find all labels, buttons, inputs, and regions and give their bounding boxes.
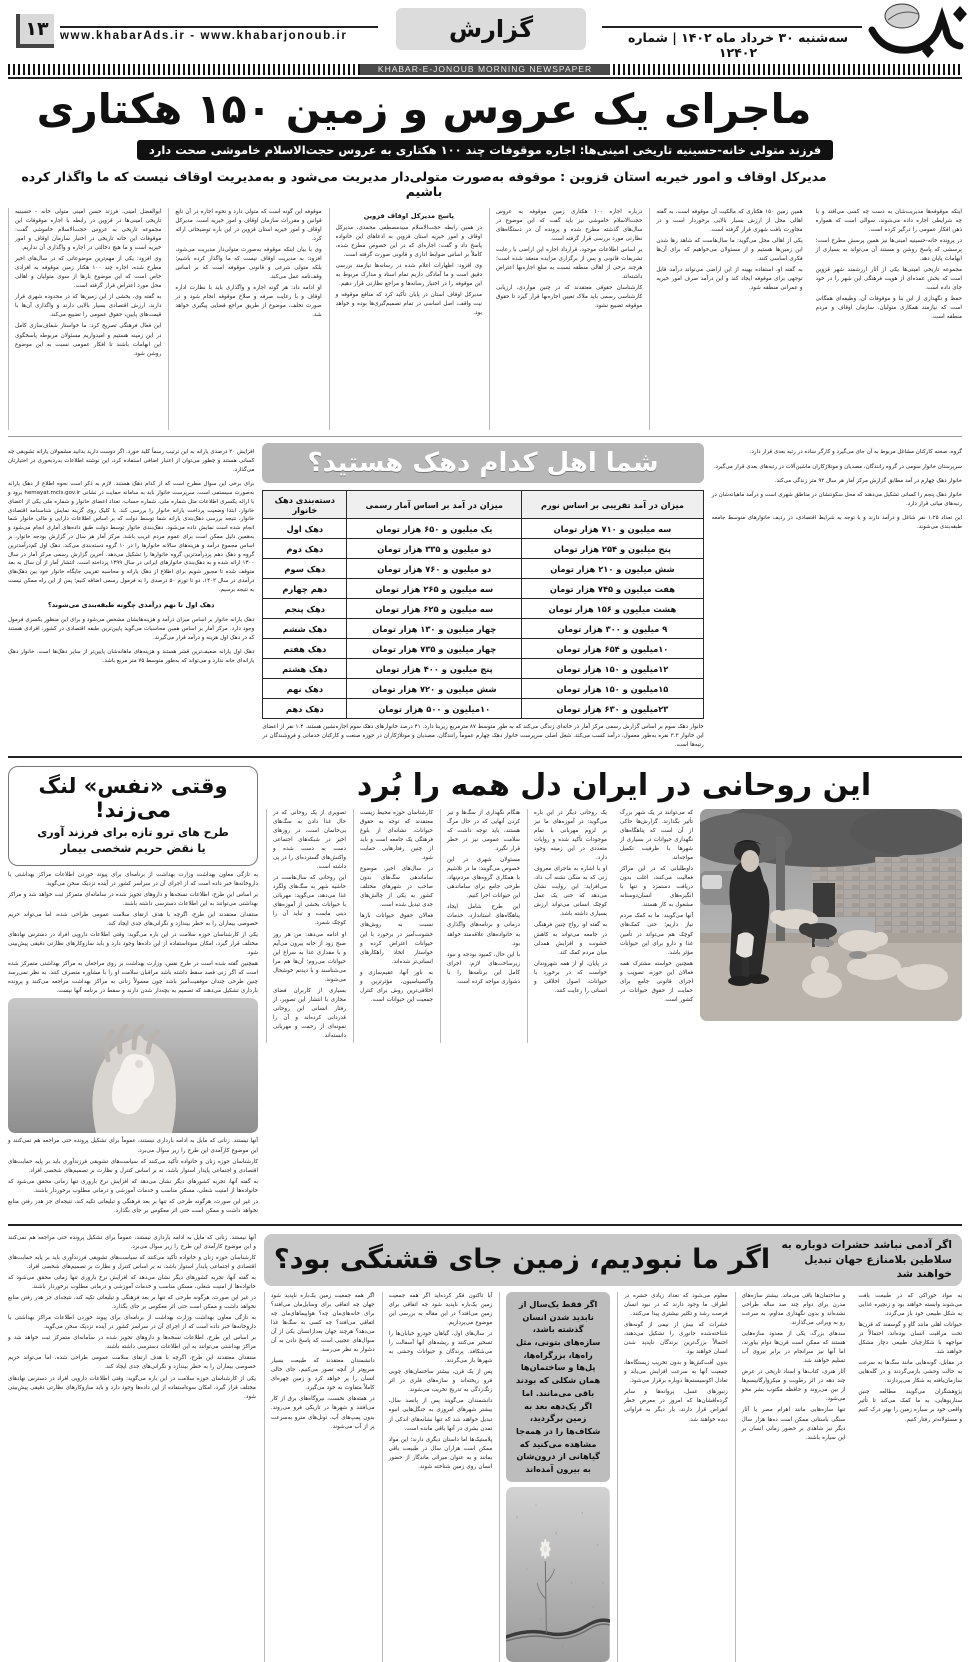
paragraph: در پرونده خانه-حسینیه امینی‌ها نیز همین پرسش مطرح است؛ پرسشی که پاسخ روشن و مستند آن می‌تواند به بسیاری از ابهامات پایان دهد.	[815, 238, 962, 263]
paragraph: سدهای بزرگ، یکی از معدود سازه‌هایی هستند که ممکن است قرن‌ها دوام بیاورند، اما آنها نیز سرانجام در برابر نیروی آب تسلیم خواهند شد.	[741, 1331, 846, 1365]
health-story-title: وقتی «نفس» لنگ می‌زند!	[38, 773, 228, 823]
cell-income-norm: شش میلیون و ۲۱۰ هزار تومان	[522, 559, 704, 579]
paragraph: بدون آفت‌کش‌ها و بدون تخریب زیستگاه‌ها، جمعیت آنها به سرعت افزایش می‌یابد و تعادل اکوسیستم‌ها دوباره برقرار می‌شود.	[623, 1360, 728, 1385]
paragraph: به گفته وی، بخشی از این زمین‌ها که در محدوده شهری قرار دارند، ارزش اقتصادی بسیار بالایی دارند و واگذاری آن‌ها با قیمت‌های پایین، حقوق عمومی را تضییع می‌کند.	[15, 294, 162, 319]
cell-income-norm: ۹ میلیون و ۳۰۰ هزار تومان	[522, 619, 704, 639]
lead-kicker: فرزند متولی خانه-حسینیه تاریخی امینی‌ها: اجاره موقوفات چند ۱۰۰ هکتاری به عروس حجت‌الاسلام خاموشی صحت دارد	[137, 140, 833, 160]
article-column	[489, 208, 642, 430]
paragraph: در سال‌های اول، گیاهان خودرو خیابان‌ها را تسخیر می‌کنند و ریشه‌های آنها آسفالت را می‌شکافد. پرندگان و حیوانات وحشی به شهرها باز می‌گردند.	[388, 1331, 493, 1365]
cell-income-official: دو میلیون و ۷۶۰ هزار تومان	[347, 559, 522, 579]
paragraph: با این حال، کمبود بودجه و نبود زیرساخت‌های لازم، اجرای کامل این برنامه‌ها را با دشواری مواجه کرده است.	[447, 951, 520, 985]
cell-decile-label: دهک اول	[263, 519, 347, 539]
paragraph: زنبورهای عسل، پروانه‌ها و سایر گرده‌افشان‌ها که امروز در معرض خطر انقراض قرار دارند، بار دیگر به فراوانی دیده خواهند شد.	[623, 1389, 728, 1423]
paragraph: و ساختمان‌ها باقی می‌ماند. بیشتر سازه‌های مدرن برای دوام چند صد ساله طراحی نشده‌اند و بدون نگهداری مداوم، به سرعت رو به ویرانی می‌گذارند.	[741, 1292, 846, 1327]
cell-income-norm: ۱۵میلیون و ۱۵۰ هزار تومان	[522, 679, 704, 699]
cell-income-norm: ۱۰میلیون و ۶۵۴ هزار تومان	[522, 639, 704, 659]
masthead	[8, 0, 962, 62]
article-column	[649, 208, 802, 430]
paragraph: به تازگی معاون بهداشت وزارت بهداشت از برنامه‌ای برای پیوند خوردن اطلاعات مراکز بهداشتی با داروخانه‌ها خبر داده است که از اجرای آن در سراسر کشور در آینده نزدیک سخن می‌گوید.	[8, 1315, 256, 1331]
paragraph: یکی از اهالی محل می‌گوید: ما سال‌هاست که شاهد رها شدن این زمین‌ها هستیم و از مسئولان می‌خواهیم که برای آن‌ها فکری اساسی کنند.	[656, 238, 803, 263]
paragraph: دانشمندان می‌گویند پس از پانصد سال، بیشتر شهرهای امروزی به جنگل‌هایی انبوه تبدیل خواهند شد که تنها نشانه‌های اندکی از تمدن بشری در آنها باقی مانده است.	[388, 1398, 493, 1432]
flower-in-asphalt-image	[506, 1487, 610, 1662]
paragraph: کارشناسان حقوقی معتقدند که در چنین مواردی، ارزیابی کارشناسی رسمی باید ملاک تعیین اجاره‌بها قرار گیرد تا حقوق موقوفه تضییع نشود.	[495, 285, 643, 310]
cell-decile-label: دهک ششم	[263, 619, 347, 639]
article-column	[614, 809, 693, 1043]
decile-table-footnote: خانوار دهک سوم بر اساس گزارش رسمی مرکز آمار در خانه‌ای زندگی می‌کند که به طور متوسط ۸۷ مترمربع زیربنا دارد. ۴۱ درصد خانوارهای دهک سوم اجاره‌نشین هستند. ۱.۴ نفر از اعضای این خانوار ۳.۳ نفره به‌طور معمول، درآمد کسب می‌کند. شغل اصلی سرپرست خانوار دهک چهارم عموماً رانندگان، مصدیان و موتلاژکاران در حوزه صنعت و کارکنان خدماتی و فروشندگان در رتبه‌ها است.	[262, 724, 704, 748]
article-column	[735, 1292, 846, 1662]
cell-income-official: سه میلیون و ۶۲۵ هزار تومان	[347, 599, 522, 619]
paragraph: او ادامه داد: هر گونه اجاره و واگذاری باید با نظارت اداره اوقاف و با رعایت صرفه و صلاح موقوفه انجام شود و در صورت تخلف، موضوع از طریق مراجع قضایی پیگیری خواهد شد.	[175, 285, 322, 319]
article-column	[527, 809, 607, 1043]
article-column	[266, 809, 346, 1043]
paragraph: وی افزود: یکی از مهم‌ترین موضوعاتی که در سال‌های اخیر مطرح شده، اجاره چند ۱۰۰ هکتار زمین موقوفه به افرادی خاص است که این موضوع بارها از سوی متولیان و اهالی محل مورد اعتراض قرار گرفته است.	[15, 256, 162, 290]
paragraph: دانشمندان معتقدند که طبیعت بسیار سریع‌تر از آنچه تصور می‌کنیم، جای خالی انسان را پر خواهد کرد و زمین چهره‌ای کاملاً متفاوت به خود می‌گیرد.	[270, 1358, 375, 1392]
paragraph: در مقابل، گونه‌هایی مانند سگ‌ها به سرعت به حالت وحشی بازمی‌گردند و در گله‌هایی سازمان‌یافته به شکار می‌پردازند.	[858, 1360, 963, 1385]
section-tag: گزارش	[396, 8, 586, 50]
cell-income-norm: سه میلیون و ۷۱۰ هزار تومان	[522, 519, 704, 539]
table-row	[263, 659, 703, 679]
earth-story-pullquote: اگر فقط یک‌سال از نابدید شدن انسان گذشته باشد، سازه‌های بتونی، مثل راه‌ها، بزرگراه‌ها، پل‌ها و ساختمان‌ها همان شکلی که بودند باقی می‌مانند. اما اگر یک‌دهه بعد به زمین برگردید، شکاف‌ها را در همه‌جا مشاهده می‌کنید که گیاهانی از درون‌شان به بیرون آمده‌اند	[506, 1292, 610, 1482]
paragraph: یک روحانی دیگر در این باره می‌گوید: در آموزه‌های ما نیز بر لزوم مهربانی با تمام موجودات تأکید شده و روایات متعددی در این زمینه وجود دارد.	[534, 809, 607, 862]
paragraph: که می‌توانند در یک شهر بزرگ تأثیر بگذارند. گزارش‌ها حاکی از آن است که پناهگاه‌های نگهداری حیوانات در بسیاری از شهرها با ظرفیت تکمیل مواجه‌اند.	[620, 809, 693, 862]
paragraph: حیوانات اهلی مانند گاو و گوسفند که قرن‌ها تحت مراقبت انسان بوده‌اند، احتمالاً در مواجهه با شکارچیان طبیعی دچار مشکل خواهند شد.	[858, 1322, 963, 1356]
paragraph-text: برای برخی این سوال مطرح است که از کدام دهک هستند. لازم به ذکر است نحوه اطلاع از دهک یارانه به‌صورت سیستمی است. سرپرست خانوار باید به سامانه حمایت در نشانی hemayat.mcls.gov.ir برود و با ارائه یکسری اطلاعات مثل شماره ملی، شماره حساب، تعداد اعضای خانوار و شماره ملی یکی از اعضای خانوار، ابتدا وضعیت پرداخت یارانه خانوار را بررسی کند. با کلیک روی گزینه نمایش شناسنامه اقتصادی خانوار، نتیجه بررسی دهک‌بندی یارانه شما توسط دولت که بر اساس اطلاعات دارایی و مالی خانوار شما انجام شده است نمایش داده می‌شود. دهک‌بندی خانوار توسط دولت طبق داده‌های آماری انجام می‌شود و به‌همین دلیل ممکن است برای عموم مردم غریب باشد. مرکز آمار هر سال در گزارش بودجه خانوار، بر اساس مجموع درآمد و هزینه‌های سالانه خانوارها را در ۱۰ گروه دسته‌بندی می‌کند. دهک اول کم‌درآمدترین گروه و دهک دهم پردرآمدترین گروه خانوارها را تشکیل می‌دهد. آخرین گزارش رسمی مرکز آمار در سال ۱۳۰۰ ارائه شده و به دهک‌بندی خانوارهای ایرانی در سال ۱۳۹۹ پرداخته است. انتشار آمار از آن سال به بعد متوقف شده تا مجبور شویم برای اطلاع از دهک یارانه و محاسبه تقریبی جایگاه خانوار خود بین دهک‌های درآمدی در سال ۱۴۰۲، دو تا تورم ۵۰ درصدی را به فرمول رسمی اضافه کنیم؛ پس از این راه ممکن نیست به نتیجه برسیم.	[8, 481, 255, 593]
paragraph: بر اساس این طرح، اطلاعات نسخه‌ها و داروهای تجویز شده در سامانه‌ای متمرکز ثبت خواهد شد و مراکز بهداشتی می‌توانند به این اطلاعات دسترسی داشته باشند.	[8, 891, 258, 908]
cell-income-official: چهار میلیون و ۱۳۰ هزار تومان	[347, 619, 522, 639]
earth-story-columns	[264, 1292, 962, 1662]
english-strip-label: KHABAR-E-JONOUB MORNING NEWSPAPER	[360, 64, 610, 75]
paragraph: کارشناسان حوزه محیط زیست معتقدند که توجه به حقوق حیوانات، نشانه‌ای از بلوغ فرهنگی یک جامعه است و باید از چنین رفتارهایی حمایت شود.	[360, 809, 433, 862]
masthead-bottom-rule	[8, 77, 962, 79]
cell-decile-label: دهم چهارم	[263, 579, 347, 599]
paragraph: در پایان، او از همه شهروندان خواست که در برخورد با حیوانات، اصول اخلاقی و انسانی را رعایت کنند.	[534, 960, 607, 994]
paragraph: یکی از کارشناسان حوزه سلامت در این باره می‌گوید: وقتی اطلاعات دارویی افراد در دسترس نهادهای مختلف قرار گیرد، امکان سوءاستفاده از این داده‌ها وجود دارد و باید سازوکارهای نظارتی دقیقی پیش‌بینی شود.	[8, 1375, 256, 1400]
paragraph: افزایش ۲۰ درصدی یارانه به این ترتیب رسماً کلید خورد. اگر دوست دارید بدانید مشمولان یارانه تشویقی چه کسانی هستند و چطور می‌توان از اعتبار اضافی استفاده کرد، این نوشته اطلاعات بدردبخوری در اختیارتان می‌گذارد.	[8, 449, 255, 473]
page-number: ۱۳	[16, 14, 54, 48]
health-story-header	[8, 766, 258, 866]
lead-story-columns	[8, 208, 962, 430]
paragraph: پس از یک قرن، بیشتر ساختمان‌های چوبی فرو ریخته‌اند و سازه‌های فلزی در اثر زنگ‌زدگی به تدریج تخریب می‌شوند.	[388, 1369, 493, 1394]
paragraph: منتقدان معتقدند این طرح، اگرچه با هدف ارتقای سلامت عمومی طراحی شده، اما می‌تواند حریم خصوصی بیماران را به خطر بیندازد و نگرانی‌های جدی ایجاد کند.	[8, 912, 258, 928]
decile-table	[262, 490, 703, 719]
cell-income-norm: ۱۲میلیون و ۱۵۰ هزار تومان	[522, 659, 704, 679]
article-column	[353, 809, 433, 1043]
paragraph: دهک یارانه خانوار بر اساس میزان درآمد و هزینه‌هایشان مشخص می‌شود و برای این منظور یکسری فرمول وجود دارد. مرکز آمار بر اساس همین محاسبات می‌گوید پایین‌ترین طبقه اقتصادی در کشور، افرادی هستند که در دهک اول هزینه و درآمد قرار می‌گیرند.	[8, 617, 255, 641]
paragraph: بر اساس اطلاعات موجود، قرارداد اجاره این اراضی با رعایت تشریفات قانونی و پس از برگزاری مزایده منعقد شده است؛ هرچند برخی از اهالی منطقه نسبت به مبلغ اجاره‌بها اعتراض داشته‌اند.	[495, 247, 643, 281]
paragraph: آیا تاکنون فکر کرده‌اید اگر همه جمعیت زمین یک‌باره ناپدید شود چه اتفاقی برای زمین می‌افتد؟ در این مقاله به بررسی این موضوع می‌پردازیم.	[388, 1292, 493, 1327]
cleric-story-title: این روحانی در ایران دل همه را بُرد	[356, 767, 872, 803]
masthead-rule-left	[60, 26, 378, 28]
cell-income-official: یک میلیون و ۶۵۰ هزار تومان	[347, 519, 522, 539]
decorative-strip	[8, 64, 962, 75]
cell-decile-label: دهک پنجم	[263, 599, 347, 619]
cell-income-norm: هفت میلیون و ۷۴۵ هزار تومان	[522, 579, 704, 599]
health-story-body-2	[8, 1137, 258, 1215]
paragraph: ابوالفضل امینی، فرزند حسن امینی متولی خانه - حسینیه تاریخی امینی‌ها در قزوین در رابطه با اجاره موقوفات این مجموعه تاریخی به عروس حجت‌الاسلام خاموشی گفت: موقوفات این خانه تاریخی در اختیار سازمان اوقاف و امور خیریه است و ما هیچ دخالتی در اجاره و واگذاری آن نداریم.	[15, 208, 162, 252]
bottom-right-body	[8, 1234, 256, 1402]
paragraph: مدیرکل اوقاف استان در پایان تأکید کرد که منافع موقوفه و نیت واقف، اصل اساسی در تمام تصمیم‌گیری‌ها بوده و خواهد بود.	[335, 291, 482, 316]
paragraph: کارشناسان حوزه زنان و خانواده تأکید می‌کنند که سیاست‌های تشویقی فرزندآوری باید بر پایه حمایت‌های اقتصادی و اجتماعی پایدار استوار باشد، نه بر اساس کنترل و نظارت بر تصمیم‌های شخصی افراد.	[8, 1158, 258, 1174]
section-divider	[8, 436, 962, 437]
paragraph: در غیر این صورت، هرگونه طرحی که تنها بر بعد فرهنگی و تبلیغاتی تکیه کند، نتیجه‌ای جز هدر رفتن منابع نخواهد داشت و ممکن است حتی اثر معکوس بر جای بگذارد.	[8, 1198, 258, 1214]
paragraph: بر اساس این طرح، اطلاعات نسخه‌ها و داروهای تجویز شده در سامانه‌ای متمرکز ثبت خواهد شد و مراکز بهداشتی می‌توانند به این اطلاعات دسترسی داشته باشند.	[8, 1335, 256, 1351]
cell-income-official: دو میلیون و ۳۳۵ هزار تومان	[347, 539, 522, 559]
paragraph: دهک اول یارانه ضعیف‌ترین قشر هستند و هزینه‌های ماهانه‌شان پایین‌تر از سایر دهک‌ها است. خانوار دهک یارانه‌ای خانه ندارد و می‌تواند که به‌طور متوسط ۷۵ متر مربع باشد.	[8, 649, 255, 664]
paragraph: به گفته او، استفاده بهینه از این اراضی می‌تواند درآمد قابل توجهی برای موقوفه ایجاد کند و این درآمد صرف امور خیریه و عمرانی منطقه شود.	[656, 267, 803, 292]
paragraph: اینکه موقوفه‌ها مدیریت‌شان به دست چه کسی می‌افتد و با چه شرایطی اجاره داده می‌شوند، سوالی است که همواره ذهن افکار عمومی را درگیر کرده است.	[815, 208, 962, 233]
cell-decile-label: دهک دوم	[263, 539, 347, 559]
paragraph: همچنین خواسته مشترک همه فعالان این حوزه، تصویب و اجرای قانونی جامع برای حمایت از حقوق حیوانات در کشور است.	[620, 960, 693, 1003]
paragraph: او ادامه می‌دهد: من هر روز صبح زود از خانه بیرون می‌آیم و با مقداری غذا به سراغ این حیوانات می‌روم؛ آن‌ها هم مرا می‌شناسند و با دیدنم خوشحال می‌شوند.	[273, 931, 346, 983]
paragraph: به باور آنها، عقیم‌سازی و واکسیناسیون، مؤثرترین و اخلاقی‌ترین روش برای کنترل جمعیت این حیوانات است.	[360, 969, 433, 1003]
cell-decile-label: دهک هفتم	[263, 639, 347, 659]
paragraph: او با اشاره به ماجرای معروف زنی که به سگی تشنه آب داد، می‌افزاید: این روایت نشان می‌دهد که حتی یک عمل کوچک انسانی می‌تواند ارزش بسیاری داشته باشد.	[534, 866, 607, 918]
article-column	[8, 208, 161, 430]
cell-income-norm: هشت میلیون و ۱۵۶ هزار تومان	[522, 599, 704, 619]
table-row	[263, 579, 703, 599]
paragraph: تنها سازه‌هایی مانند اهرام مصر یا آثار سنگی باستانی ممکن است ده‌ها هزار سال دیگر نیز شاهدی بر حضور زمانی انسان بر این سیاره باشند.	[741, 1407, 846, 1441]
paragraph: آنها نیستند. زنانی که مایل به ادامه بارداری نیستند، عموماً برای تشکیل پرونده حتی مراجعه هم نمی‌کنند و این موضوع کارآمدی این طرح را زیر سوال می‌برد.	[8, 1234, 256, 1250]
svg-text:جنوب: جنوب	[903, 34, 920, 42]
article-column	[264, 1292, 375, 1662]
table-header-row	[263, 490, 703, 518]
hands-fetus-image	[8, 998, 258, 1133]
table-row	[263, 519, 703, 539]
paragraph: داوطلبانی که در این مراکز فعالیت می‌کنند، اغلب بدون دریافت دستمزد و تنها با انگیزه‌های انسان‌دوستانه مشغول به کار هستند.	[620, 866, 693, 909]
table-row	[263, 639, 703, 659]
hands-fetus-photo	[8, 998, 258, 1133]
paragraph: در همین رابطه حجت‌الاسلام سیدمصطفی محمدی، مدیرکل اوقاف و امور خیریه استان قزوین به ادعاهای این خانواده پاسخ داد و گفت: اجاره‌ای که در این خصوص مطرح شده، کاملاً بر اساس ضوابط اداری و قانونی صورت گرفته است.	[335, 224, 482, 258]
decile-section	[8, 443, 962, 750]
paragraph: هنگام نگهداری از سگ‌ها و نیز کردن آنهایی که در حال مرگ هستند، باید توجه داشت که سلامت عمومی نیز در خطر قرار نگیرد.	[447, 809, 520, 853]
site-urls[interactable]: www.khabarAds.ir - www.khabarjonoub.ir	[60, 30, 348, 42]
paragraph: آنها می‌گویند: ما به کمک مردم نیاز داریم؛ حتی کمک‌های کوچک هم می‌تواند در تأمین غذا و دارو برای این حیوانات مؤثر باشد.	[620, 913, 693, 956]
cell-income-norm: ۲۳میلیون و ۶۳۰ هزار تومان	[522, 699, 704, 719]
decile-subhead: دهک اول تا نهم درآمدی چگونه طبقه‌بندی می‌شوند؟	[47, 601, 215, 610]
paragraph: به تازگی معاون بهداشت وزارت بهداشت از برنامه‌ای برای پیوند خوردن اطلاعات مراکز بهداشتی با داروخانه‌ها خبر داده است که از اجرای آن در سراسر کشور در آینده نزدیک سخن می‌گوید.	[8, 871, 258, 887]
paragraph: کارشناسان حوزه زنان و خانواده تأکید می‌کنند که سیاست‌های تشویقی فرزندآوری باید بر پایه حمایت‌های اقتصادی و اجتماعی پایدار استوار باشد، نه بر اساس کنترل و نظارت بر تصمیم‌های شخصی افراد.	[8, 1254, 256, 1270]
article-column-with-media	[499, 1292, 610, 1662]
paragraph: به گفته آنها، تجربه کشورهای دیگر نشان می‌دهد که افزایش نرخ باروری تنها زمانی محقق می‌شود که خانواده‌ها از امنیت شغلی، مسکن مناسب و خدمات آموزشی و درمانی مطلوب برخوردار باشند.	[8, 1275, 256, 1291]
column-header: دسته‌بندی دهک خانوار	[263, 490, 347, 518]
cell-decile-label: دهک هشتم	[263, 659, 347, 679]
paragraph: یکی از کارشناسان حوزه سلامت در این باره می‌گوید: وقتی اطلاعات دارویی افراد در دسترس نهادهای مختلف قرار گیرد، امکان سوءاستفاده از این داده‌ها وجود دارد و باید سازوکارهای نظارتی دقیقی پیش‌بینی شود.	[8, 932, 258, 957]
paragraph: موقوفه این گونه است که متولی دارد و نحوه اجاره در آن تابع قوانین و مقررات سازمان اوقاف و امور خیریه است. مدیرکل اوقاف و امور خیریه استان قزوین در این باره توضیحاتی ارائه کرد.	[175, 208, 322, 243]
health-story-body	[8, 871, 258, 997]
cell-income-official: شش میلیون و ۷۲۰ هزار تومان	[347, 679, 522, 699]
article-column	[810, 208, 962, 430]
decile-right-column	[8, 443, 254, 750]
cleric-feeding-dogs-image	[700, 809, 962, 1021]
earth-story-banner	[264, 1234, 962, 1286]
middle-band	[8, 766, 962, 1218]
paragraph: گروه، صحنه کارکنان مشاغل مربوط به آن جای می‌گیرد و کارگر ساده در رتبه بعدی قرار دارد.	[749, 449, 962, 456]
cell-income-official: چهار میلیون و ۷۳۵ هزار تومان	[347, 639, 522, 659]
lead-headline: ماجرای یک عروس و زمین ۱۵۰ هکتاری	[36, 85, 812, 133]
paragraph: تصویری از یک روحانی که در حال غذا دادن به سگ‌های بی‌خانمان است، در روزهای اخیر در شبکه‌های اجتماعی دست به دست شده و واکنش‌های گسترده‌ای را در پی داشته است.	[273, 809, 346, 871]
article-column	[329, 208, 482, 430]
paragraph: به مواد خوراکی که در طبیعت یافت می‌شوند وابسته خواهند بود و زنجیره غذایی به شکل طبیعی خود باز می‌گردد.	[858, 1292, 963, 1318]
paragraph: پژوهشگران می‌گویند مطالعه چنین سناریوهایی، به ما کمک می‌کند تا تأثیر واقعی خود بر سیاره زمین را بهتر درک کنیم و مسئولانه‌تر رفتار کنیم.	[858, 1389, 963, 1423]
issue-date-line: سه‌شنبه ۳۰ خرداد ماه ۱۴۰۲ | شماره ۱۲۴۰۲	[627, 30, 849, 60]
paragraph: این فعال فرهنگی تصریح کرد: ما خواستار شفاف‌سازی کامل در این زمینه هستیم و امیدواریم مسئولان مربوطه پاسخگوی این ابهامات باشند تا افکار عمومی نسبت به این موضوع روشن شود.	[15, 323, 162, 357]
paragraph: به گفته آنها، تجربه کشورهای دیگر نشان می‌دهد که افزایش نرخ باروری تنها زمانی محقق می‌شود که خانواده‌ها از امنیت شغلی، مسکن مناسب و خدمات آموزشی و درمانی مطلوب برخوردار باشند.	[8, 1178, 258, 1194]
cleric-photo	[700, 809, 962, 1043]
section-divider	[8, 1224, 962, 1226]
bottom-right-column	[8, 1234, 256, 1662]
bottom-band	[8, 1234, 962, 1662]
paragraph: سرپرستان خانوار سومی در گروه رانندگان، مصدیان و موتلاژکاران ماشین‌آلات در رتبه‌های بعدی قرار می‌گیرد.	[713, 463, 962, 470]
earth-story-subtitle-1: اگر آدمی نباشد حشرات دوباره به	[781, 1238, 952, 1251]
flower-photo	[506, 1487, 610, 1662]
table-row	[263, 539, 703, 559]
lead-story	[8, 87, 962, 199]
decile-banner: شما اهل کدام دهک هستید؟	[262, 443, 703, 483]
paragraph-with-url	[8, 480, 254, 594]
paragraph: همین زمین ۱۵۰ هکتاری که مالکیت آن موقوفه است، به گفته اهالی محل از ارزش بسیار بالایی برخوردار است و در مجاورت بافت شهری قرار گرفته است.	[656, 208, 803, 233]
paragraph: در هفته‌های نخست، نیروگاه‌های برق از کار می‌افتند و شهرها در تاریکی فرو می‌روند. بدون پمپ‌های آب، تونل‌های مترو به‌سرعت پر از آب می‌شوند.	[270, 1396, 375, 1430]
section-divider	[8, 756, 962, 758]
health-story-subtitle-2: یا نقض حریم شخصی بیمار	[60, 842, 206, 856]
paragraph: حشرات که بیش از نیمی از گونه‌های شناخته‌شده جانوری را تشکیل می‌دهند، احتمالاً بزرگ‌ترین برندگان ناپدید شدن انسان خواهند بود.	[623, 1322, 728, 1356]
paragraph: آنها نیستند. زنانی که مایل به ادامه بارداری نیستند، عموماً برای تشکیل پرونده حتی مراجعه هم نمی‌کنند و این موضوع کارآمدی این طرح را زیر سوال می‌برد.	[8, 1138, 258, 1154]
paragraph: حفظ و نگهداری از این بنا و موقوفات آن، وظیفه‌ای همگانی است که نیازمند همکاری متولیان، سازمان اوقاف و مردم منطقه است.	[815, 296, 962, 321]
cell-income-norm: پنج میلیون و ۲۵۴ هزار تومان	[522, 539, 704, 559]
lead-subtitle: مدیرکل اوقاف و امور خیریه استان قزوین : موقوفه به‌صورت متولی‌دار مدیریت می‌شود و به‌مدیریت اوقاف نیست که ما واگذار کرده باشیم	[21, 168, 827, 199]
article-column	[617, 1292, 728, 1662]
paragraph: منتقدان معتقدند این طرح، اگرچه با هدف ارتقای سلامت عمومی طراحی شده، اما می‌تواند حریم خصوصی بیماران را به خطر بیندازد و نگرانی‌های جدی ایجاد کند.	[8, 1355, 256, 1371]
earth-story-subtitle-2: سلاطین بلامنازع جهان تبدیل خواهند شد	[804, 1253, 952, 1281]
column-header: میزان در آمد بر اساس آمار رسمی	[347, 490, 522, 518]
cell-decile-label: دهک نهم	[263, 679, 347, 699]
cell-income-official: ۱۰میلیون و ۵۰۰ هزار تومان	[347, 699, 522, 719]
table-row	[263, 599, 703, 619]
newspaper-logo	[868, 0, 970, 58]
masthead-rule-right	[602, 26, 862, 28]
paragraph: بسیاری از کاربران فضای مجازی با انتشار این تصویر، از رفتار انسانی این روحانی قدردانی کرده‌اند و آن را نمونه‌ای از رحمت و مهربانی دانسته‌اند.	[273, 987, 346, 1040]
cleric-story	[266, 766, 962, 1218]
paragraph: آثار هنری، کتاب‌ها و اسناد تاریخی در عرض چند دهه در اثر رطوبت و میکروارگانیسم‌ها از بین می‌روند و حافظه مکتوب بشر محو می‌شود.	[741, 1369, 846, 1403]
decile-table-wrap	[262, 443, 703, 750]
paragraph: مجموعه تاریخی امینی‌ها یکی از آثار ارزشمند شهر قزوین است که بخش عمده‌ای از هویت فرهنگی این شهر را در خود جای داده است.	[815, 267, 962, 292]
article-column	[382, 1292, 493, 1662]
paragraph: پلاستیک‌ها اما داستان دیگری دارند؛ این مواد ممکن است هزاران سال در طبیعت باقی بمانند و به عنوان میراثی ماندگار از حضور انسان روی زمین شناخته شوند.	[388, 1436, 493, 1470]
paragraph: به گفته او، رواج چنین فرهنگی در جامعه می‌تواند به کاهش خشونت و افزایش همدلی میان مردم کمک کند.	[534, 922, 607, 956]
paragraph: خانوار دهک پنجم را کسانی تشکیل می‌دهند که محل سکونتشان در مناطق شهری است و درآمد ماهیانه‌شان در رتبه‌های میانی قرار دارد.	[711, 492, 962, 508]
article-column	[440, 809, 520, 1043]
paragraph: این طرح شامل ایجاد پناهگاه‌های استاندارد، خدمات درمانی و برنامه‌های واگذاری به خانواده‌های علاقه‌مند خواهد بود.	[447, 904, 520, 947]
health-story-subtitle-1: طرح های ترو تازه برای فرزند آوری	[37, 826, 229, 840]
paragraph: وی افزود: اظهارات اعلام شده در رسانه‌ها نیازمند بررسی دقیق است و ما آمادگی داریم تمام اسناد و مدارک مربوط به این موقوفه را در اختیار رسانه‌ها و مراجع نظارتی قرار دهیم.	[335, 262, 482, 287]
paragraph: در غیر این صورت، هرگونه طرحی که تنها بر بعد فرهنگی و تبلیغاتی تکیه کند، نتیجه‌ای جز هدر رفتن منابع نخواهد داشت و ممکن است حتی اثر معکوس بر جای بگذارد.	[8, 1295, 256, 1311]
paragraph: این روحانی که سال‌هاست در حاشیه شهر به سگ‌های ولگرد غذا می‌دهد، می‌گوید: مهربانی با حیوانات بخشی از آموزه‌های دینی ماست و نباید آن را کوچک شمرد.	[273, 875, 346, 927]
column-header: میزان در آمد تقریبی بر اساس نورم	[522, 490, 704, 518]
paragraph: در سال‌های اخیر، موضوع ساماندهی سگ‌های بدون صاحب در شهرهای مختلف کشور به یکی از چالش‌های جدی تبدیل شده است.	[360, 866, 433, 909]
decile-table-body	[263, 519, 703, 719]
paragraph: خانوار دهک چهارم در آمد مطابق گزارش مرکز آمار هر سال ۹۲ متر زندگی می‌کند.	[774, 478, 962, 484]
paragraph: وی با بیان اینکه موقوفه به‌صورت متولی‌دار مدیریت می‌شود، افزود: به مدیریت اوقاف نیست که ما واگذار کرده باشیم؛ بلکه متولی شرعی و قانونی موقوفه است که بر اساس وقف‌نامه عمل می‌کند.	[175, 247, 322, 281]
article-subhead: پاسخ مدیرکل اوقاف قزوین	[363, 211, 454, 220]
paragraph: مسئولان شهری در این خصوص می‌گویند: ما در تلاشیم با همکاری گروه‌های مردم‌نهاد، طرحی جامع برای ساماندهی این حیوانات اجرا کنیم.	[447, 857, 520, 900]
cell-decile-label: دهک سوم	[263, 559, 347, 579]
paragraph: این تعداد ۱.۲۵ نفر شاغل و درآمد دارند و با توجه به شرایط اقتصادی، در ردیف خانوارهای متوسط جامعه طبقه‌بندی می‌شوند.	[711, 515, 962, 531]
decile-left-column	[712, 443, 962, 750]
earth-story	[264, 1234, 962, 1662]
paragraph: درباره اجاره ۱۰۰ هکتاری زمین موقوفه به عروس حجت‌الاسلام خاموشی نیز باید گفت که این موضوع در سال‌های گذشته مطرح شده و پرونده آن در دستگاه‌های نظارتی مورد بررسی قرار گرفته است.	[495, 208, 643, 243]
article-column	[168, 208, 321, 430]
cell-income-official: پنج میلیون و ۴۰۰ هزار تومان	[347, 659, 522, 679]
article-column	[852, 1292, 962, 1662]
table-row	[263, 679, 703, 699]
paragraph: همچنین گفته شده است در طرح نفس، وزارت بهداشت بر روی مراجعان به مراکز بهداشتی متمرکز شده است که اگر زنی قصد سقط داشته باشد مراقبان سلامت او را با مشاوره منصرف کنند. به نظر نمی‌رسد چنین طرحی چندان موفقیت‌آمیز باشد چون معمولاً زنانی به مراکز بهداشت مراجعه می‌کنند و پرونده بارداری تشکیل می‌دهند که تصمیم به بچه‌دار شدن دارند و سقط در برنامه آنها نیست.	[8, 961, 258, 995]
table-row	[263, 619, 703, 639]
paragraph: فعالان حقوق حیوانات بارها نسبت به روش‌های خشونت‌آمیز در برخورد با این حیوانات اعتراض کرده و خواستار اتخاذ راهکارهای انسانی‌تر شده‌اند.	[360, 913, 433, 965]
cleric-story-columns	[266, 809, 962, 1043]
table-row	[263, 699, 703, 719]
table-row	[263, 559, 703, 579]
cell-decile-label: دهک دهم	[263, 699, 347, 719]
paragraph: اگر همه جمعیت زمین یک‌باره ناپدید شود جهان چه اتفاقی برای وسایل‌مان می‌افتد؟ برای خانه‌های‌مان چه؟ هواپیماهای‌مان چه اتفاقی می‌افتد؟ چه کسی به سگ‌ها غذا می‌دهد؟ هرچند جهان بعدازانسان یکی از آن سوال‌های عجیبی است که پاسخ دادن به آن دشوار به نظر می‌رسد.	[270, 1292, 375, 1354]
earth-story-title: اگر ما نبودیم، زمین جای قشنگی بود؟	[273, 1244, 771, 1276]
health-story	[8, 766, 258, 1218]
paragraph: معلوم می‌شود که تعداد زیادی حشره در اطراف ما وجود دارند که در نبود انسان فرصت رشد و تکثیر بیشتری پیدا می‌کنند.	[623, 1292, 728, 1318]
cell-income-official: سه میلیون و ۲۶۵ هزار تومان	[347, 579, 522, 599]
